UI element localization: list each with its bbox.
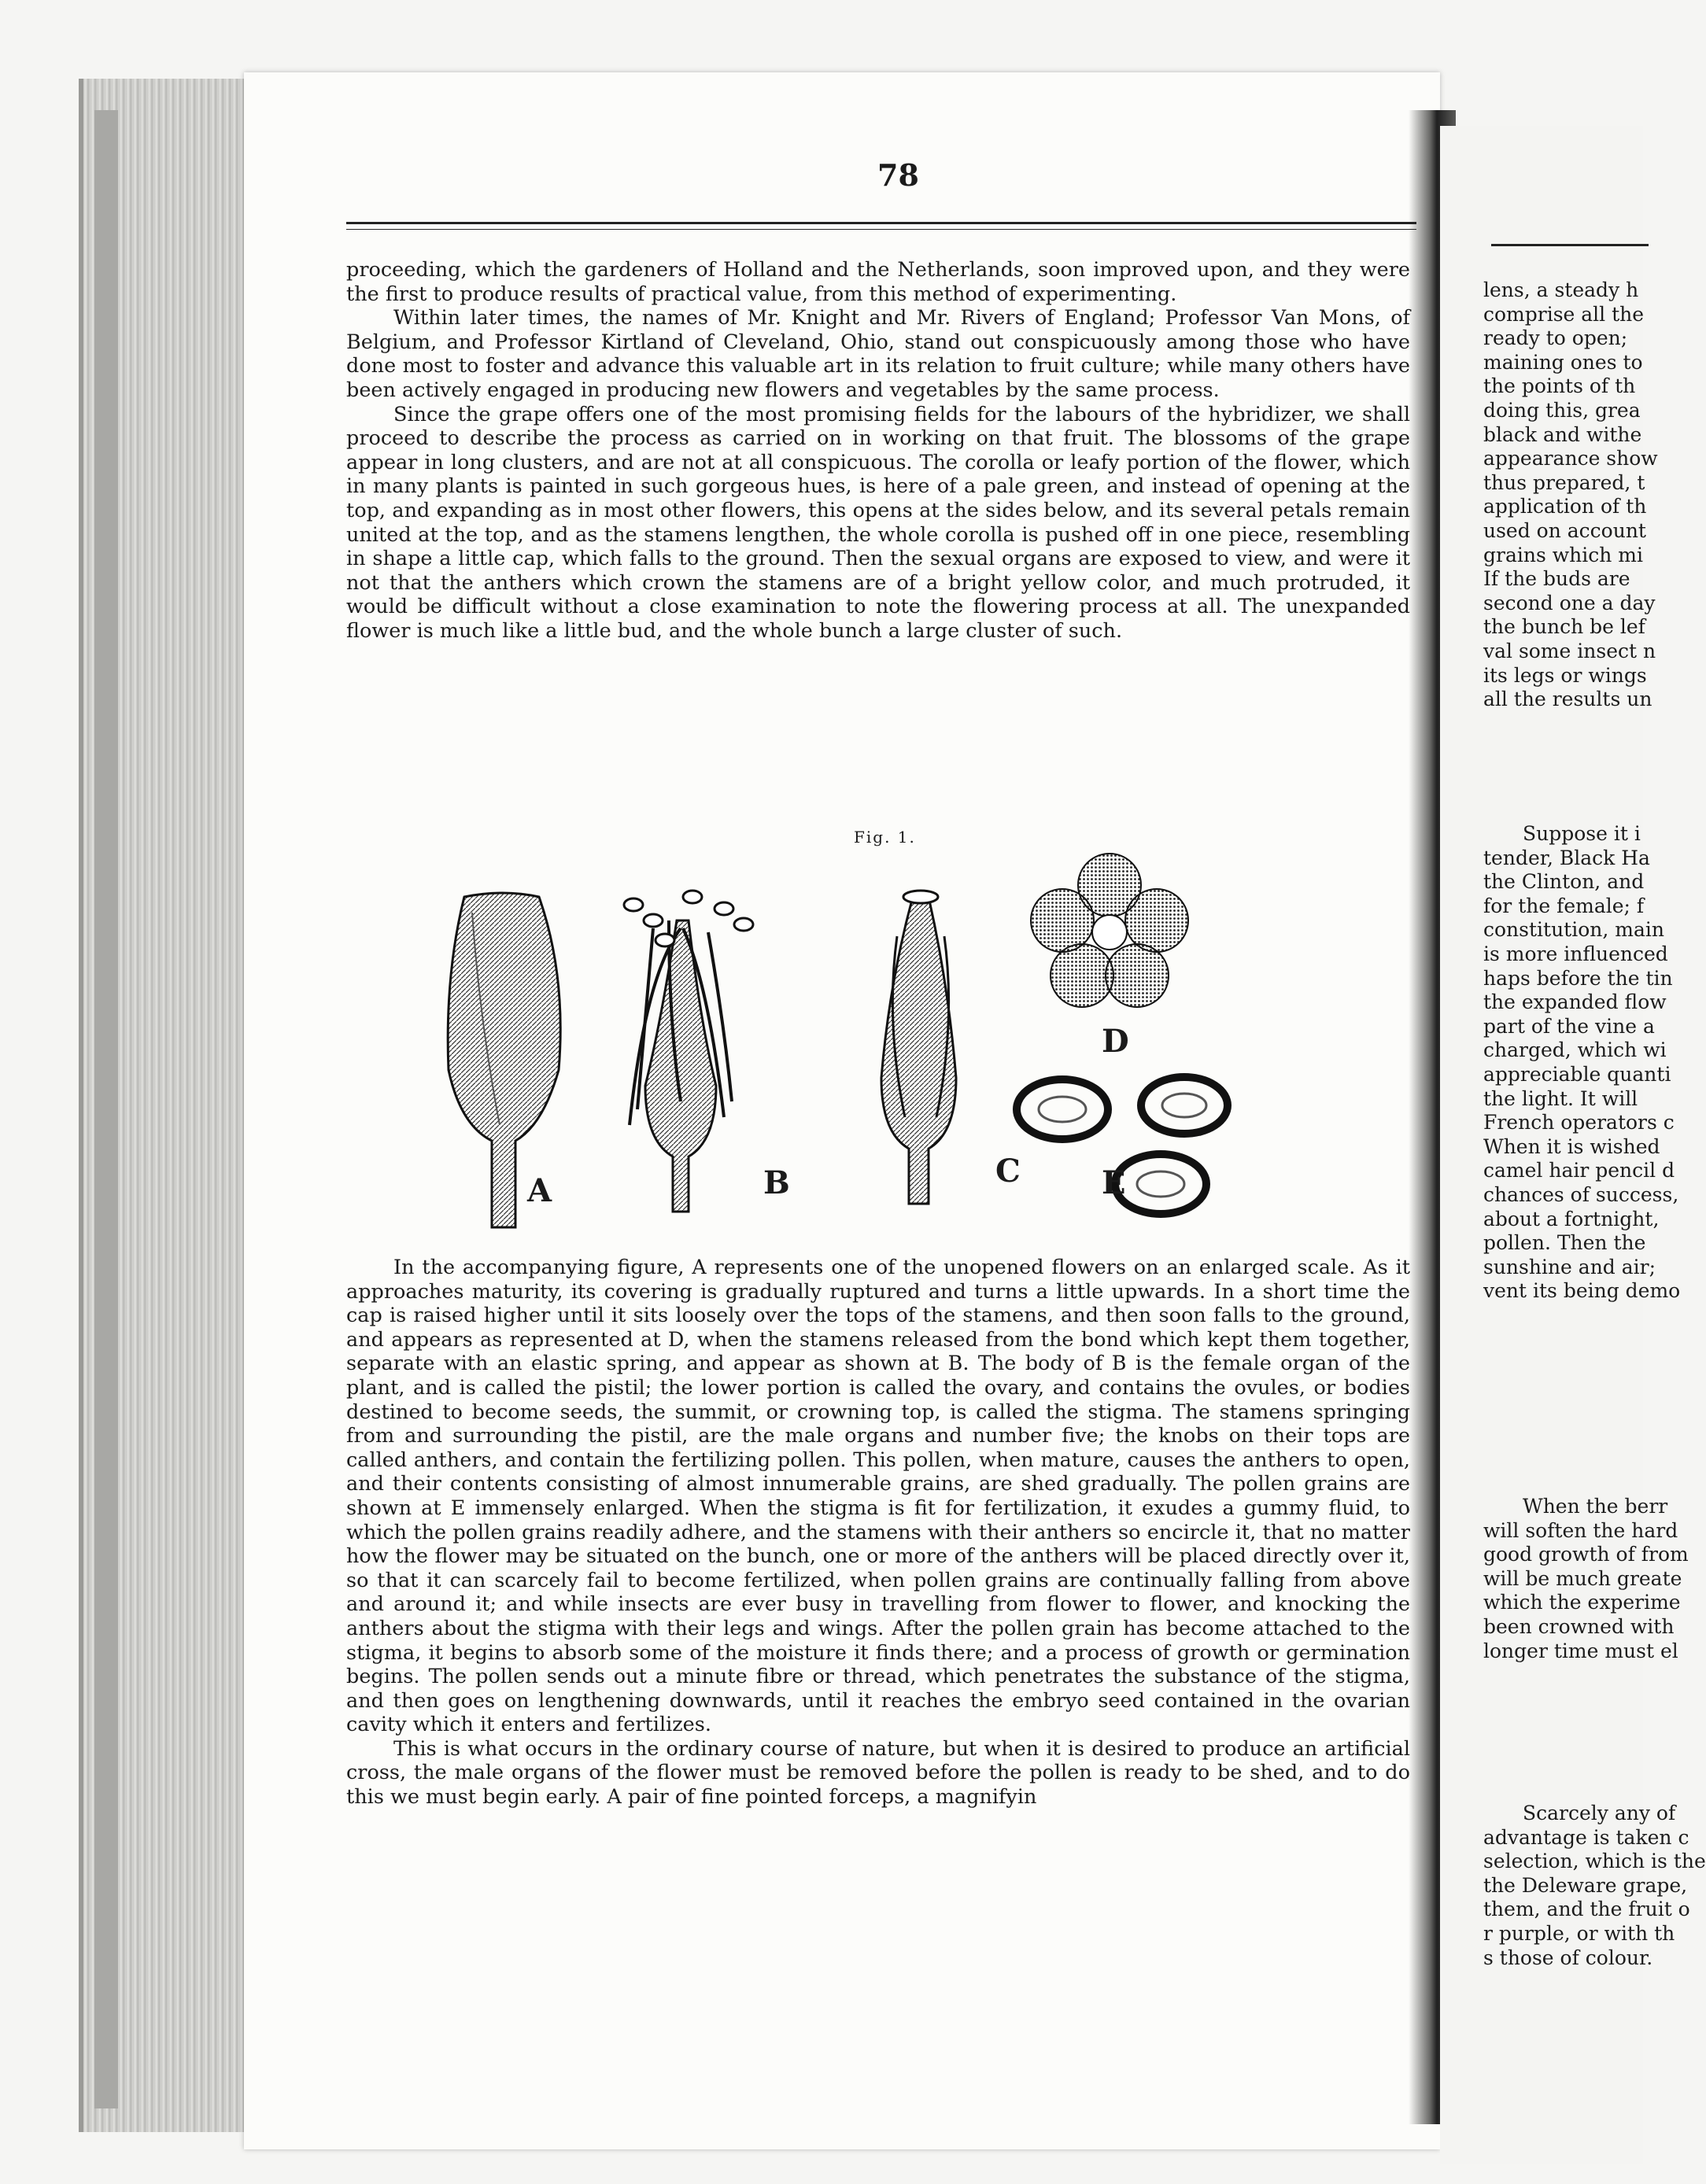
right-line: maining ones to [1483,350,1643,374]
right-line: sunshine and air; [1483,1255,1656,1278]
right-line: charged, which wi [1483,1039,1667,1062]
text-block-bottom [346,1256,1410,1810]
paragraph: In the accompanying figure, A represents one of the unopened flowers on an enlarged scale. As it approaches maturity, its covering is gradually ruptured and turns a little upwards. In a short time the cap is raised higher until it sits loosely over the tops of the stamens, and then soon falls to the ground, and appears as represented at D, when the stamens released from the bond which kept them together, separate with an elastic spring, and appear as shown at B. The body of B is the female organ of the plant, and is called the pistil; the lower portion is called the ovary, and contains the ovules, or bodies destined to become seeds, the summit, or crowning top, is called the stigma. The stamens springing from and surrounding the pistil, are the male organs and number five; the knobs on their tops are called anthers, and contain the fertilizing pollen. This pollen, when mature, causes the anthers to open, and their contents consisting of almost innumerable grains, are shed gradually. The pollen grains are shown at E immensely enlarged. When the stigma is fit for fertilization, it exudes a gummy fluid, to which the pollen grains readily adhere, and the stamens with their anthers so encircle it, that no matter how the flower may be situated on the bunch, one or more of the anthers will be placed directly over it, so that it can scarcely fail to become fertilized, when pollen grains are continually falling from above and around it; and while insects are ever busy in travelling from flower to flower, and knocking the anthers about the stigma with their legs and wings. After the pollen grain has become attached to the stigma, it begins to absorb some of the moisture it finds there; and a process of growth or germination begins. The pollen sends out a minute fibre or thread, which penetrates the substance of the stigma, and then goes on lengthening downwards, until it reaches the embryo seed contained in the ovarian cavity which it enters and fertilizes. [346,1256,1410,1737]
right-line: val some insect n [1483,639,1656,662]
right-line: grains which mi [1483,543,1643,566]
right-line: the expanded flow [1483,991,1667,1014]
right-line: When it is wished [1483,1134,1660,1158]
right-line: vent its being demo [1483,1279,1681,1303]
flower-illustration [409,865,1291,1243]
flower-c-pistil [881,891,956,1204]
right-line: the light. It will [1483,1086,1638,1110]
right-line: French operators c [1483,1111,1675,1134]
paragraph: Within later times, the names of Mr. Knight and Mr. Rivers of England; Professor Van Mons, of Belgium, and Professor Kirtland of Cleveland, Ohio, stand out conspicuously among those who have done most to foster and advance this valuable art in its relation to fruit culture; while many others have been actively engaged in producing new flowers and vegetables by the same process. [346,306,1410,402]
right-line: its legs or wings [1483,663,1647,687]
header-rule-bottom [346,229,1416,230]
right-line: is more influenced [1483,942,1668,965]
right-line: If the buds are [1483,567,1630,591]
right-line: black and withe [1483,422,1642,446]
page-number: 78 [877,157,919,193]
right-line: advantage is taken c [1483,1825,1689,1849]
right-line: all the results un [1483,688,1652,711]
right-line: for the female; f [1483,894,1645,917]
right-line: will be much greate [1483,1566,1682,1590]
right-line: been crowned with [1483,1614,1675,1638]
right-line: r purple, or with th [1483,1921,1675,1945]
right-page-column-1 [1483,279,1658,712]
right-line: second one a day [1483,591,1656,614]
right-line: the points of th [1483,374,1636,398]
book-spine-edge [94,110,118,2108]
text-block-top [346,258,1410,644]
right-header-rule [1491,244,1649,246]
figure-caption: Fig. 1. [854,828,916,847]
right-line: longer time must el [1483,1639,1678,1662]
right-line: selection, which is the [1483,1850,1706,1873]
right-page-column-4 [1483,1802,1706,1970]
right-line: pollen. Then the [1483,1231,1646,1255]
flower-d-cap [1031,854,1188,1007]
right-line: the Deleware grape, [1483,1873,1688,1897]
right-line: Suppose it i [1523,822,1641,845]
right-line: appearance show [1483,447,1658,470]
right-line: will soften the hard [1483,1518,1678,1542]
right-line: haps before the tin [1483,966,1673,990]
right-line: doing this, grea [1483,398,1641,422]
right-line: ready to open; [1483,326,1628,350]
right-line: part of the vine a [1483,1014,1655,1038]
right-line: camel hair pencil d [1483,1159,1675,1182]
right-line: tender, Black Ha [1483,846,1650,869]
right-line: about a fortnight, [1483,1207,1660,1230]
right-line: appreciable quanti [1483,1062,1671,1086]
right-page-column-2 [1483,822,1680,1304]
figure-label-c: C [995,1153,1021,1190]
right-line: s those of colour. [1483,1946,1653,1969]
right-line: chances of success, [1483,1182,1679,1206]
right-line: them, and the fruit o [1483,1898,1690,1921]
right-line: lens, a steady h [1483,279,1639,301]
header-rule-top [346,222,1416,224]
right-line: thus prepared, t [1483,470,1645,494]
flower-b-stamens [624,891,753,1212]
right-line: application of th [1483,495,1647,518]
right-line: comprise all the [1483,302,1645,326]
figure-label-e: E [1102,1164,1126,1201]
right-line: used on account [1483,518,1646,542]
right-line: which the experime [1483,1591,1681,1614]
paragraph: This is what occurs in the ordinary course of nature, but when it is desired to produce an artificial cross, the male organs of the flower must be removed before the pollen is ready to be shed, and to do this we must begin early. A pair of fine pointed forceps, a magnifyin [346,1736,1410,1810]
figure-label-d: D [1102,1023,1129,1060]
right-line: the bunch be lef [1483,615,1645,639]
right-line: good growth of from [1483,1543,1689,1566]
right-line: When the berr [1523,1495,1668,1518]
right-line: the Clinton, and [1483,870,1645,894]
right-line: Scarcely any of [1523,1802,1676,1824]
paragraph: proceeding, which the gardeners of Holland and the Netherlands, soon improved upon, and they were the first to produce results of practical value, from this method of experimenting. [346,258,1410,306]
figure-label-b: B [763,1164,790,1201]
right-page-column-3 [1483,1495,1689,1663]
paragraph: Since the grape offers one of the most promising fields for the labours of the hybridizer, we shall proceed to describe the process as carried on in working on that fruit. The blossoms of the grape appear in long clusters, and are not at all conspicuous. The corolla or leafy portion of the flower, which in many plants is painted in such gorgeous hues, is here of a pale green, and instead of opening at the top, and expanding as in most other flowers, this opens at the sides below, and its several petals remain united at the top, and as the stamens lengthen, the whole corolla is pushed off in one piece, resembling in shape a little cap, which falls to the ground. Then the sexual organs are exposed to view, and were it not that the anthers which crown the stamens are of a bright yellow color, and much protruded, it would be difficult without a close examination to note the flowering process at all. The unexpanded flower is much like a little bud, and the whole bunch a large cluster of such. [346,402,1410,643]
figure-label-a: A [527,1172,552,1209]
right-line: constitution, main [1483,918,1664,942]
